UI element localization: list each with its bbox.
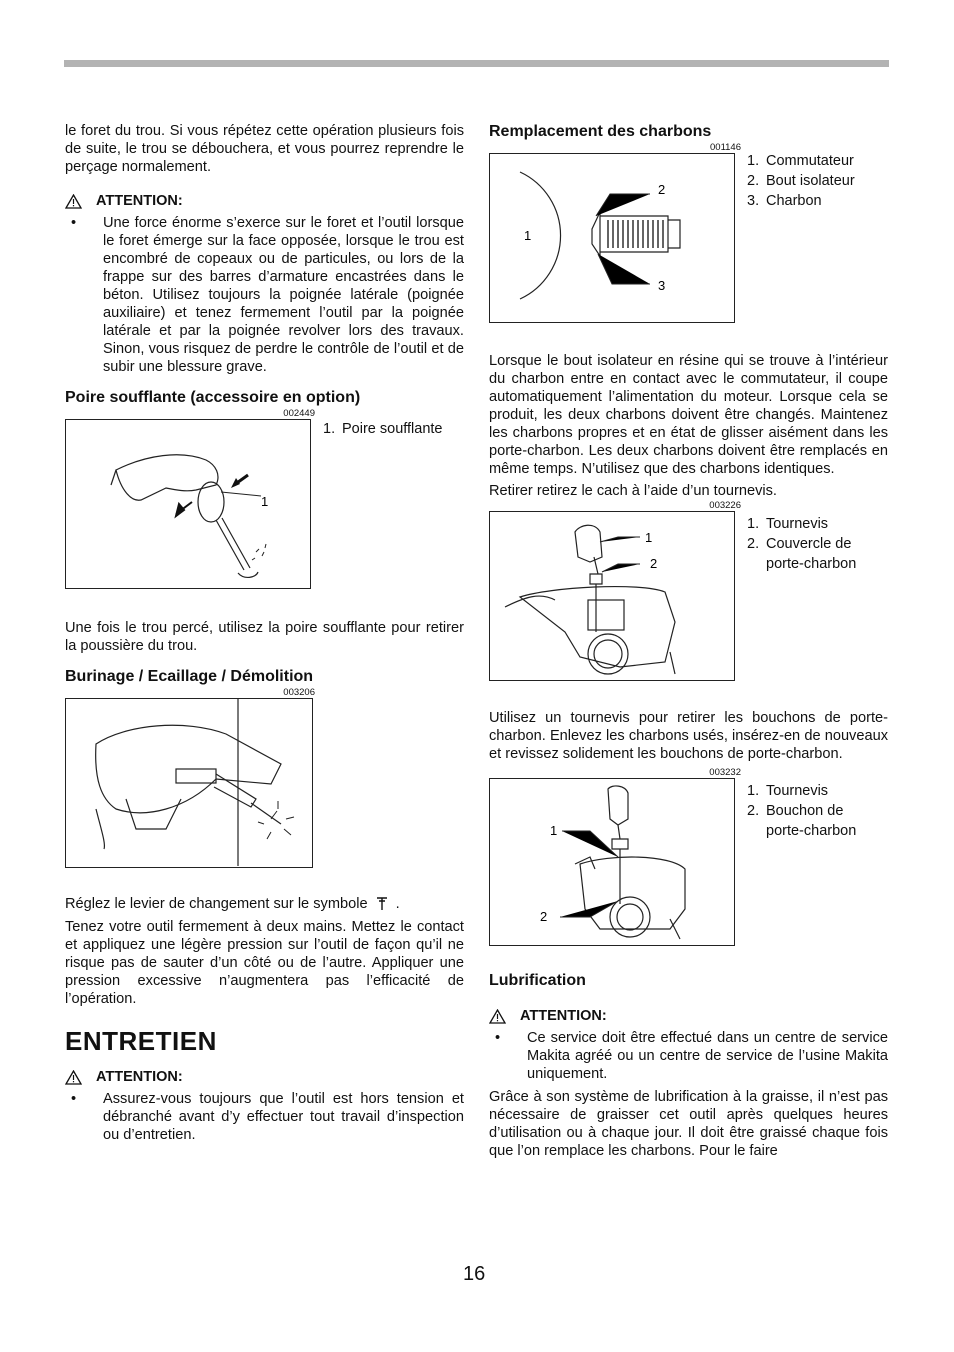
brush-cap-illustration [489, 778, 735, 946]
blower-illustration [65, 419, 311, 589]
chipping-illustration [65, 698, 313, 868]
carbon-brush-drawing [490, 154, 733, 321]
figure-code: 003226 [709, 500, 741, 511]
chipping-symbol-line: Réglez le levier de changement sur le symbole . [65, 896, 400, 912]
figure-code: 003206 [283, 687, 315, 698]
header-rule [64, 60, 889, 67]
hammer-only-symbol-icon [376, 896, 388, 911]
caps-legend [747, 781, 876, 841]
cover-figure-row [489, 511, 888, 681]
attention-bullet [65, 1090, 464, 1144]
left-column [65, 122, 464, 1144]
callout-1: 1 [550, 823, 558, 838]
chipping-drawing [66, 699, 311, 866]
legend-item: 3. Charbon [747, 193, 822, 209]
figure-code: 002449 [283, 408, 315, 419]
legend-item: 2. Bout isolateur [747, 173, 855, 189]
bullet-dot: • [71, 1091, 77, 1107]
callout-2: 2 [650, 556, 658, 571]
attention-bullet [65, 214, 464, 376]
brushes-figure-row [489, 153, 888, 323]
cover-legend [747, 514, 876, 574]
caps-figure-row [489, 778, 888, 946]
brushes-heading: Remplacement des charbons [489, 123, 712, 140]
figure-code: 001146 [710, 142, 741, 153]
callout-2: 2 [540, 909, 548, 924]
attention-heading [489, 1008, 888, 1024]
callout-1: 1 [261, 494, 269, 509]
figure-code: 003232 [709, 767, 741, 778]
attention-heading [65, 193, 464, 209]
attention-heading [65, 1069, 464, 1085]
page-number: 16 [463, 1263, 486, 1285]
brushes-legend [747, 151, 855, 211]
legend-item: 1. Commutateur [747, 153, 854, 169]
lubrication-paragraph: Grâce à son système de lubrification à la graisse, il n’est pas nécessaire de graisser cet outil après quelques heures d’utilisation ou à chaque jour. Il doit être graissé chaque fois que l’on remplace les charbons. Pour le faire [489, 1089, 888, 1159]
brush-cover-drawing [490, 512, 733, 679]
brushes-caption: Retirer retirez le cach à l’aide d’un tournevis. [489, 483, 777, 499]
brushes-paragraph: Lorsque le bout isolateur en résine qui se trouve à l’intérieur du charbon entre en contact avec le commutateur, il coupe automatiquement l’alimentation du moteur. Lorsque cela se produit, les deux charbons doivent être changés. Maintenez les charbons propres et en état de glisser aisément dans les porte-charbon. Les deux charbons doivent être remplacés en même temps. N’utilisez que des charbons identiques. [489, 353, 888, 477]
callout-2: 2 [658, 182, 666, 197]
warning-triangle-icon [65, 194, 82, 209]
callout-3: 3 [658, 278, 666, 293]
chipping-heading: Burinage / Ecaillage / Démolition [65, 668, 314, 685]
intro-paragraph: le foret du trou. Si vous répétez cette opération plusieurs fois de suite, le trou se débouchera, et vous pourrez reprendre le perçage normalement. [65, 123, 464, 175]
blower-drawing [66, 420, 309, 587]
attention-label: ATTENTION: [96, 193, 183, 209]
blower-heading: Poire soufflante (accessoire en option) [65, 389, 361, 406]
lubrication-heading: Lubrification [489, 972, 586, 989]
bullet-text: Assurez-vous toujours que l’outil est hors tension et débranché avant d’y effectuer tout travail d’inspection ou d’entretien. [103, 1091, 464, 1143]
attention-label: ATTENTION: [96, 1069, 183, 1085]
bullet-text: Ce service doit être effectué dans un centre de service Makita agréé ou un centre de service de l’usine Makita uniquement. [527, 1030, 888, 1082]
callout-1: 1 [524, 228, 532, 243]
legend-item: 2. Couvercle de porte-charbon [747, 536, 857, 572]
brush-cover-illustration [489, 511, 735, 681]
cover-paragraph: Utilisez un tournevis pour retirer les bouchons de porte-charbon. Enlevez les charbons usés, insérez-en de nouveaux et revissez solidement les bouchons de porte-charbon. [489, 710, 888, 762]
attention-label: ATTENTION: [520, 1008, 607, 1024]
chipping-paragraph: Tenez votre outil fermement à deux mains. Mettez le contact et appliquez une légère pression sur l’outil de façon qu’il ne risque pas de sauter d’un côté ou de l’autre. Appliquer une pression excessive n’augmentera pas l’efficacité de l’opération. [65, 919, 464, 1007]
legend-item: 1. Poire soufflante [323, 421, 443, 437]
blower-legend [323, 419, 443, 439]
legend-item: 2. Bouchon de porte-charbon [747, 803, 857, 839]
legend-item: 1. Tournevis [747, 783, 829, 799]
bullet-dot: • [495, 1030, 501, 1046]
bullet-text: Une force énorme s’exerce sur le foret et l’outil lorsque le foret émerge sur la face opposée, lorsque le trou est encombré de copeaux ou de particules, ou lors de la frappe sur des barres d’armature encastrées dans le béton. Utilisez toujours la poignée latérale (poignée auxiliaire) et tenez fermement l’outil par la poignée latérale et par la poignée revolver lors des travaux. Sinon, vous risquez de perdre le contrôle de l’outil et de subir une blessure grave. [103, 215, 464, 375]
symbol-text: Réglez le levier de changement sur le symbole [65, 896, 368, 912]
maintenance-title: ENTRETIEN [65, 1026, 217, 1056]
blower-figure-row [65, 419, 464, 589]
right-column [489, 122, 888, 1160]
attention-bullet [489, 1029, 888, 1083]
legend-item: 1. Tournevis [747, 516, 829, 532]
carbon-brush-illustration [489, 153, 735, 323]
blower-paragraph: Une fois le trou percé, utilisez la poire soufflante pour retirer la poussière du trou. [65, 620, 464, 654]
warning-triangle-icon [65, 1070, 82, 1085]
warning-triangle-icon [489, 1009, 506, 1024]
bullet-dot: • [71, 215, 77, 231]
callout-1: 1 [645, 530, 653, 545]
brush-cap-drawing [490, 779, 733, 944]
